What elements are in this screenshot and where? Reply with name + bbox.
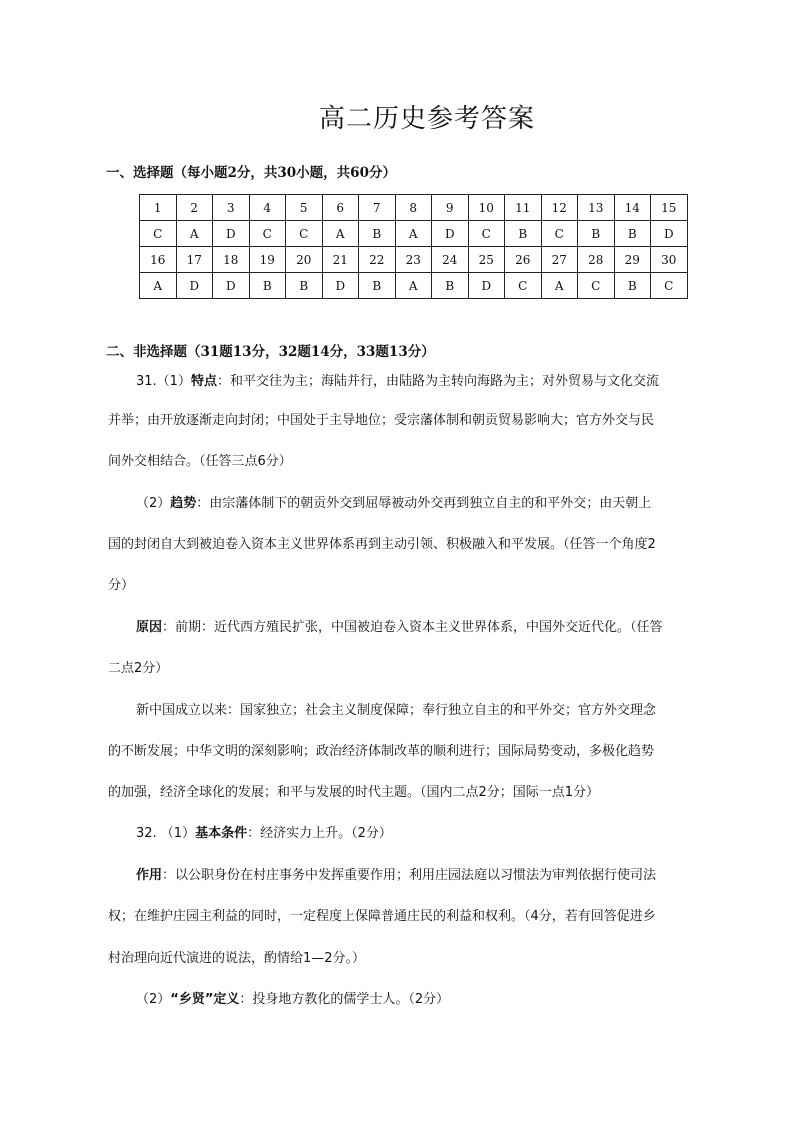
q31-part1-text: ：和平交往为主；海陆并行，由陆路为主转向海路为主；对外贸易与文化交流: [216, 374, 659, 389]
q31-part2-text: 国的封闭自大到被迫卷入资本主义世界体系再到主动引领、积极融入和平发展。（任答一个角度2: [108, 537, 656, 552]
table-cell: B: [286, 273, 323, 299]
table-row: [140, 273, 688, 299]
q31-feature-label: 特点: [190, 374, 217, 389]
table-cell: 19: [249, 247, 286, 273]
q31-reason-text: ：前期：近代西方殖民扩张，中国被迫卷入资本主义世界体系，中国外交近代化。（任答: [162, 620, 663, 635]
table-cell: 28: [578, 247, 615, 273]
table-cell: B: [614, 273, 651, 299]
table-row: [140, 221, 688, 247]
q31-part1-text: 并举；由开放逐渐走向封闭；中国处于主导地位；受宗藩体制和朝贡贸易影响大；官方外交与民: [108, 413, 655, 428]
table-cell: 18: [213, 247, 250, 273]
section-heading-open: 二、非选择题（31题13分，32题14分，33题13分）: [106, 344, 435, 360]
q31-reason-text: 二点2分）: [108, 661, 169, 676]
q32-role-text: ：以公职身份在村庄事务中发挥重要作用；利用庄园法庭以习惯法为审判依据行使司法: [162, 868, 657, 883]
table-cell: A: [541, 273, 578, 299]
table-cell: 17: [176, 247, 213, 273]
q32-role-text: 权；在维护庄园主利益的同时，一定程度上保障普通庄民的利益和权利。（4分，若有回答促进乡: [108, 909, 656, 924]
table-cell: 24: [432, 247, 469, 273]
table-cell: A: [322, 221, 359, 247]
q31-reason-label: 原因: [136, 620, 163, 635]
table-cell: 1: [140, 195, 177, 221]
q32-condition-label: 基本条件: [195, 826, 248, 841]
q31-part2-text: 分）: [108, 578, 135, 593]
table-cell: D: [468, 273, 505, 299]
q31-part1-text: 间外交相结合。（任答三点6分）: [108, 454, 292, 469]
table-cell: C: [468, 221, 505, 247]
table-cell: A: [140, 273, 177, 299]
table-cell: B: [359, 221, 396, 247]
page-title: 高二历史参考答案: [318, 104, 535, 134]
q32-part2-text: ：投身地方教化的儒学士人。（2分）: [239, 992, 450, 1007]
table-cell: 22: [359, 247, 396, 273]
table-cell: D: [176, 273, 213, 299]
table-cell: D: [651, 221, 688, 247]
table-cell: C: [541, 221, 578, 247]
table-cell: C: [505, 273, 542, 299]
table-cell: D: [213, 273, 250, 299]
q31-modern-text: 的加强，经济全球化的发展；和平与发展的时代主题。（国内二点2分；国际一点1分）: [108, 785, 600, 800]
table-cell: C: [578, 273, 615, 299]
q32-part1-number: 32. （1）: [136, 826, 196, 841]
q32-role-line: [136, 866, 726, 886]
q32-definition-label: “乡贤”定义: [170, 992, 240, 1007]
q31-part1-line: [136, 372, 726, 392]
table-cell: A: [395, 273, 432, 299]
table-cell: B: [614, 221, 651, 247]
table-cell: C: [140, 221, 177, 247]
q32-role-text: 村治理向近代演进的说法，酌情给1—2分。）: [108, 951, 366, 966]
table-cell: C: [286, 221, 323, 247]
table-cell: B: [505, 221, 542, 247]
table-cell: 3: [213, 195, 250, 221]
table-cell: A: [395, 221, 432, 247]
q31-part1-number: 31.（1）: [136, 374, 191, 389]
table-cell: 16: [140, 247, 177, 273]
q31-trend-label: 趋势: [170, 496, 197, 511]
table-cell: 29: [614, 247, 651, 273]
table-cell: B: [359, 273, 396, 299]
table-cell: B: [578, 221, 615, 247]
q32-part2-number: （2）: [136, 992, 171, 1007]
table-cell: 2: [176, 195, 213, 221]
q32-part2-line: [136, 990, 726, 1010]
q31-reason-line: [136, 618, 726, 638]
q32-role-label: 作用: [136, 868, 163, 883]
answer-table: [139, 194, 688, 299]
q31-part2-line: [136, 494, 726, 514]
table-cell: 10: [468, 195, 505, 221]
table-row: [140, 195, 688, 221]
table-cell: D: [432, 221, 469, 247]
table-cell: 27: [541, 247, 578, 273]
table-cell: 4: [249, 195, 286, 221]
table-cell: 14: [614, 195, 651, 221]
section-heading-choice: 一、选择题（每小题2分，共30小题，共60分）: [106, 165, 396, 181]
table-cell: B: [249, 273, 286, 299]
table-cell: 7: [359, 195, 396, 221]
table-cell: 12: [541, 195, 578, 221]
table-cell: 26: [505, 247, 542, 273]
table-cell: 8: [395, 195, 432, 221]
q31-modern-text: 新中国成立以来：国家独立；社会主义制度保障；奉行独立自主的和平外交；官方外交理念: [136, 703, 657, 718]
table-cell: 30: [651, 247, 688, 273]
q32-part1-line: [136, 824, 726, 844]
table-cell: C: [651, 273, 688, 299]
q31-part2-text: ：由宗藩体制下的朝贡外交到屈辱被动外交再到独立自主的和平外交；由天朝上: [196, 496, 652, 511]
q31-modern-text: 的不断发展；中华文明的深刻影响；政治经济体制改革的顺利进行；国际局势变动，多极化趋势: [108, 744, 655, 759]
table-cell: 15: [651, 195, 688, 221]
table-cell: D: [213, 221, 250, 247]
table-cell: D: [322, 273, 359, 299]
table-cell: 13: [578, 195, 615, 221]
table-cell: 6: [322, 195, 359, 221]
table-cell: 25: [468, 247, 505, 273]
table-cell: 20: [286, 247, 323, 273]
table-cell: 23: [395, 247, 432, 273]
table-cell: 11: [505, 195, 542, 221]
q31-part2-number: （2）: [136, 496, 171, 511]
q32-part1-text: ：经济实力上升。（2分）: [247, 826, 392, 841]
table-cell: 21: [322, 247, 359, 273]
table-cell: 5: [286, 195, 323, 221]
table-cell: 9: [432, 195, 469, 221]
table-cell: C: [249, 221, 286, 247]
table-cell: A: [176, 221, 213, 247]
table-cell: B: [432, 273, 469, 299]
table-row: [140, 247, 688, 273]
